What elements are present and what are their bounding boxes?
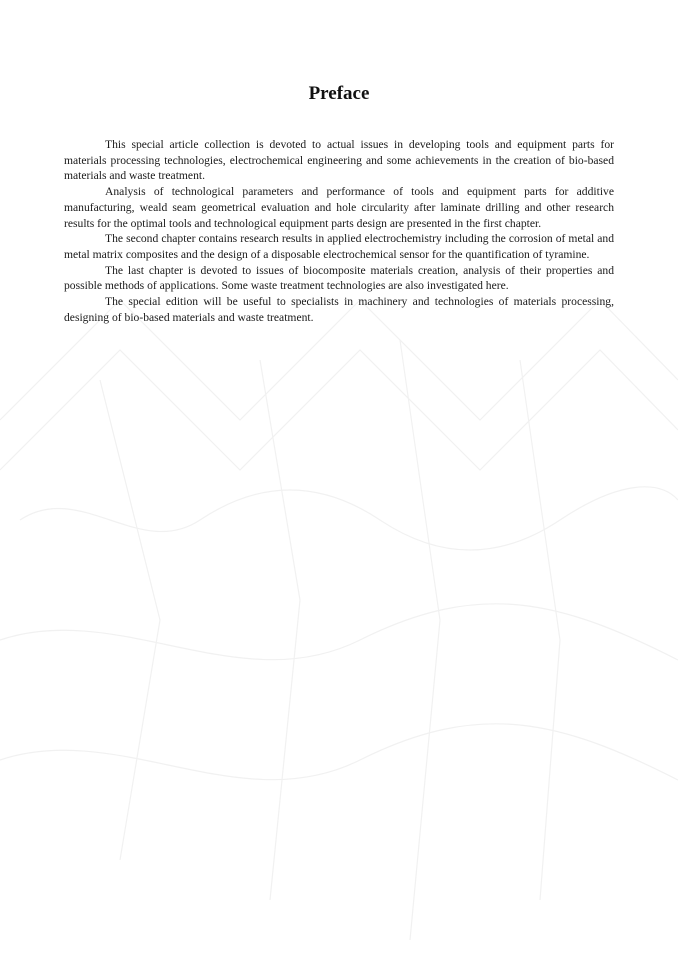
preface-body [64,137,614,325]
paragraph-3: The second chapter contains research results in applied electrochemistry including the corrosion of metal and metal matrix composites and the design of a disposable electrochemical sensor for the quantification of tyramine. [64,232,614,261]
paragraph-2: Analysis of technological parameters and performance of tools and equipment parts for additive manufacturing, weald seam geometrical evaluation and hole circularity after laminate drilling and other research results for the optimal tools and technological equipment parts design are presented in the first chapter. [64,185,614,230]
paragraph-4: The last chapter is devoted to issues of biocomposite materials creation, analysis of their properties and possible methods of applications. Some waste treatment technologies are also investigated here. [64,263,614,293]
paragraph-5: The special edition will be useful to specialists in machinery and technologies of materials processing, designing of bio-based materials and waste treatment. [64,295,614,324]
paragraph-1: This special article collection is devoted to actual issues in developing tools and equipment parts for materials processing technologies, electrochemical engineering and some achievements in the creation of bio-based materials and waste treatment. [64,138,614,183]
page-title: Preface [308,83,370,104]
